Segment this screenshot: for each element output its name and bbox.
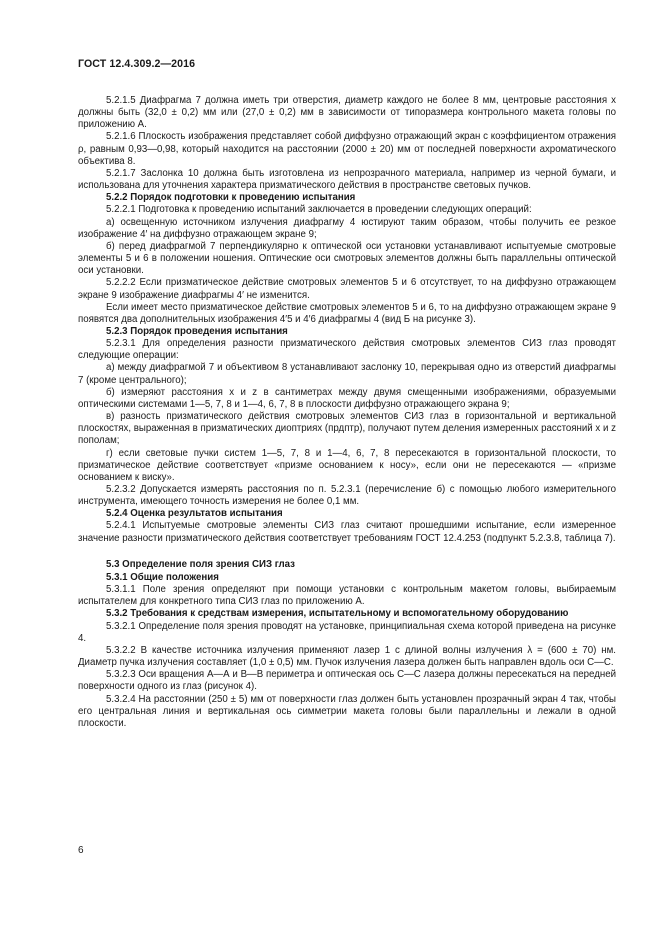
document-body xyxy=(78,95,616,730)
paragraph-5-2-2-1-b: б) перед диафрагмой 7 перпендикулярно к оптической оси установки устанавливают испытуемые смотровые элементы 5 и 6 в положении ношения. Оптические оси смотровых элементов должны быть параллельны оптической оси установки. xyxy=(78,240,616,277)
paragraph-5-3-2-3: 5.3.2.3 Оси вращения А—А и В—В периметра и оптическая ось С—С лазера должны пересекаться на передней поверхности одного из глаз (рисунок 4). xyxy=(78,669,616,693)
paragraph-5-3-1-1: 5.3.1.1 Поле зрения определяют при помощи установки с контрольным макетом головы, выбираемым испытателем для конкретного типа СИЗ глаз по приложению А. xyxy=(78,584,616,608)
heading-5-3-2: 5.3.2 Требования к средствам измерения, испытательному и вспомогательному оборудованию xyxy=(106,608,569,620)
paragraph-5-2-3-1-b: б) измеряют расстояния x и z в сантиметрах между двумя смещенными изображениями, образуемыми оптическими системами 1—5, 7, 8 и 1—4, 6, 7, 8 в плоскости диффузно отражающего экрана 9; xyxy=(78,386,616,410)
heading-5-3: 5.3 Определение поля зрения СИЗ глаз xyxy=(106,558,295,570)
paragraph-5-2-3-1-a: а) между диафрагмой 7 и объективом 8 устанавливают заслонку 10, перекрывая одно из отверстий диафрагмы 7 (кроме центрального); xyxy=(78,362,616,386)
paragraph-5-2-2-1: 5.2.2.1 Подготовка к проведению испытаний заключается в проведении следующих операций: xyxy=(106,204,532,216)
page-number: 6 xyxy=(78,845,84,856)
heading-5-2-4: 5.2.4 Оценка результатов испытания xyxy=(106,508,283,520)
paragraph-5-2-3-1: 5.2.3.1 Для определения разности призматического действия смотровых элементов СИЗ глаз проводят следующие операции: xyxy=(78,338,616,362)
paragraph-5-2-1-7: 5.2.1.7 Заслонка 10 должна быть изготовлена из непрозрачного материала, например из черной бумаги, и использована для уточнения характера призматического действия в пространстве световых пучков. xyxy=(78,167,616,192)
heading-5-2-2: 5.2.2 Порядок подготовки к проведению испытания xyxy=(106,192,356,204)
paragraph-5-2-3-1-d: г) если световые пучки систем 1—5, 7, 8 и 1—4, 6, 7, 8 пересекаются в горизонтальной плоскости, то призматическое действие соответствует «призме основанием к носу», если они не пересекаются — «призме основанием к виску». xyxy=(78,447,616,483)
paragraph-5-2-2-2: 5.2.2.2 Если призматическое действие смотровых элементов 5 и 6 отсутствует, то на диффузно отражающем экране 9 изображение диафрагмы 4′ не изменится. xyxy=(78,277,616,301)
document-header: ГОСТ 12.4.309.2—2016 xyxy=(78,58,196,70)
paragraph-5-2-1-6: 5.2.1.6 Плоскость изображения представляет собой диффузно отражающий экран с коэффициентом отражения ρ, равным 0,93—0,98, который находится на расстоянии (2000 ± 20) мм от последней поверхности ахроматического объектива 8. xyxy=(78,131,616,167)
heading-5-2-3: 5.2.3 Порядок проведения испытания xyxy=(106,325,288,337)
paragraph-5-3-2-1: 5.3.2.1 Определение поля зрения проводят на установке, принципиальная схема которой приведена на рисунке 4. xyxy=(78,620,616,644)
paragraph-5-2-3-2: 5.2.3.2 Допускается измерять расстояния по п. 5.2.3.1 (перечисление б) с помощью любого измерительного инструмента, имеющего точность измерения не более 0,1 мм. xyxy=(78,484,616,508)
paragraph-5-2-2-1-a: а) освещенную источником излучения диафрагму 4 юстируют таким образом, чтобы получить ее резкое изображение 4′ на диффузно отражающем экране 9; xyxy=(78,216,616,240)
paragraph-5-3-2-2: 5.3.2.2 В качестве источника излучения применяют лазер 1 с длиной волны излучения λ = (600 ± 70) нм. Диаметр пучка излучения составляет (1,0 ± 0,5) мм. Пучок излучения лазера должен быть направлен вдоль оси С—С. xyxy=(78,644,616,669)
paragraph-5-2-1-5: 5.2.1.5 Диафрагма 7 должна иметь три отверстия, диаметр каждого не более 8 мм, центровые расстояния x должны быть (32,0 ± 0,2) мм или (27,0 ± 0,2) мм в зависимости от типоразмера контрольного макета головы по приложению А. xyxy=(78,95,616,131)
paragraph-5-2-4-1: 5.2.4.1 Испытуемые смотровые элементы СИЗ глаз считают прошедшими испытание, если измеренное значение разности призматического действия соответствует требованиям ГОСТ 12.4.253 (подпункт 5.2.3.8, таблица 7). xyxy=(78,520,616,544)
heading-5-3-1: 5.3.1 Общие положения xyxy=(106,571,219,583)
paragraph-5-2-2-2-cont: Если имеет место призматическое действие смотровых элементов 5 и 6, то на диффузно отражающем экране 9 появятся два дополнительных изображения 4′5 и 4′6 диафрагмы 4 (вид Б на рисунке 3). xyxy=(78,301,616,325)
paragraph-5-3-2-4: 5.3.2.4 На расстоянии (250 ± 5) мм от поверхности глаз должен быть установлен прозрачный экран 4 так, чтобы его центральная линия и вертикальная ось симметрии макета головы были параллельны и лежали в одной плоскости. xyxy=(78,693,616,729)
paragraph-5-2-3-1-c: в) разность призматического действия смотровых элементов СИЗ глаз в горизонтальной и вертикальной плоскостях, выраженная в призматических диоптриях (прдптр), получают путем деления измеренных расстояний x и z пополам; xyxy=(78,411,616,447)
